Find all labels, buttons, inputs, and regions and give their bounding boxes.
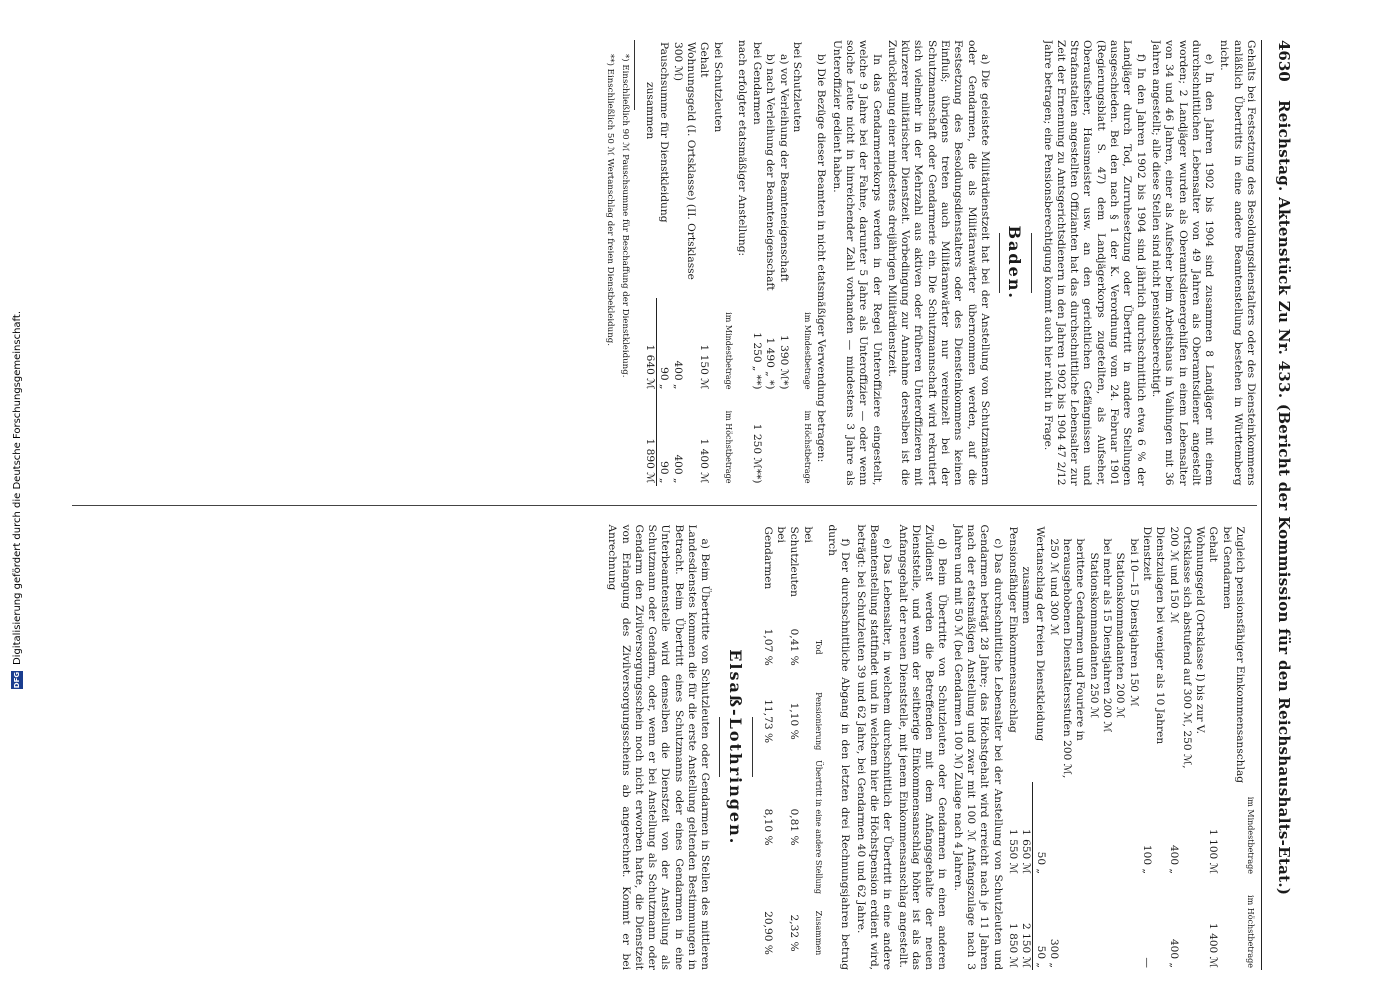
footnote: **) Einschließlich 50 ℳ Wertanschlag der freien Dienstbekleidung. bbox=[604, 54, 615, 346]
table-cell: 400 „ bbox=[1167, 938, 1180, 968]
table-cell: 1 890 ℳ bbox=[643, 392, 657, 486]
table-row-label: Pensionsfähiger Einkommensanschlag bbox=[1006, 526, 1019, 733]
paragraph: e) Das Lebensalter, in welchem durchschnittlich der Übertritt in eine andere Beamtenstellung stattfindet und in welchem hier die Höchstpension erdient wird, beträgt: bei Schutzleuten 39 und 62 Jahre, bei Gendarmen 40 und 62 Jahre. bbox=[854, 524, 894, 970]
table-row-label: Gehalt bbox=[698, 42, 711, 78]
table-cell: 1 250 ℳ**) bbox=[751, 423, 764, 484]
table-cell: 1 850 ℳ bbox=[1006, 922, 1019, 968]
table-cell: 11,73 % bbox=[761, 699, 774, 744]
footnote-divider bbox=[634, 40, 635, 110]
paragraph: Gehalts bei Festsetzung des Besoldungsdienstalters oder des Diensteinkommens anläßlich Übertritts in eine andere Beamtenstellung bestehen in Württemberg nicht. bbox=[1218, 40, 1257, 486]
page-number: 4630 bbox=[1275, 40, 1293, 82]
table-row-label: Gehalt bbox=[1207, 526, 1220, 563]
paragraph: nach erfolgter etatsmäßiger Anstellung: bbox=[735, 40, 748, 257]
table-row-label: Stationskommandanten 250 ℳ bbox=[1087, 552, 1100, 719]
table-group-label: bei Schutzleuten bbox=[711, 42, 724, 133]
table-group-label: bei Schutzleuten bbox=[791, 42, 804, 133]
table-row-label: bei Schutzleuten bbox=[788, 526, 814, 597]
table-row-label: zusammen bbox=[1020, 566, 1033, 624]
table-cell: 0,81 % bbox=[788, 808, 801, 846]
divider bbox=[1031, 233, 1032, 293]
table-cell: — bbox=[1140, 957, 1153, 968]
table-cell: 1 550 ℳ bbox=[1006, 828, 1019, 874]
table-cell: 1,07 % bbox=[761, 628, 774, 666]
table-row-label: bei Gendarmen bbox=[751, 42, 764, 125]
credit-line bbox=[0, 0, 34, 1000]
column-divider bbox=[72, 505, 1257, 506]
dfg-logo: DFG bbox=[13, 671, 21, 689]
paragraph: f) In den Jahren 1902 bis 1904 sind jährlich durchschnittlich etwa 6 % der Landjäger durch Tod, Zurruhesetzung oder Übertritt in andere Stellungen ausgeschieden. Bei den nach § 1 der K. Verordnung vom 24. Februar 1901 (Regierungsblatt S. 47) dem Landjägerkorps zugeteilten, als Aufseher, Oberaufseher, Hausmeister usw. an den gerichtlichen Gefängnissen und Strafanstalten angestellten Offizianten hat das durchschnittliche Lebensalter zur Zeit der Ernennung zu Amtsgerichtsdienern in den Jahren 1902 bis 1904 47 2/12 Jahre betragen; eine Pensionsberechtigung kommt auch hier nicht in Frage. bbox=[1041, 40, 1147, 486]
divider bbox=[999, 233, 1000, 293]
table-cell: 100 „ bbox=[1140, 844, 1153, 874]
table-row-label: bei Gendarmen bbox=[761, 526, 788, 590]
column-header-max: im Höchstbetrage bbox=[723, 410, 733, 484]
table-row-label: a) vor Verleihung der Beamteneigenschaft bbox=[777, 54, 790, 282]
table-cell: 90 „ bbox=[658, 461, 671, 484]
column-header-min: im Mindestbetrage bbox=[803, 312, 813, 390]
table-row-label: Wohnungsgeld (Ortsklasse I) bis zur V. Ortsklasse sich abstufend auf 300 ℳ, 250 ℳ, 200 ℳ und 150 ℳ bbox=[1167, 526, 1207, 769]
columns bbox=[72, 40, 1257, 970]
column-header-min: im Mindestbetrage bbox=[723, 312, 733, 390]
salary-table-provisional bbox=[750, 40, 812, 486]
table-cell: 1 250 „ **) bbox=[751, 332, 764, 390]
table-cell: 1 650 ℳ bbox=[1019, 782, 1033, 876]
paragraph: f) Der durchschnittliche Abgang in den letzten drei Rechnungsjahren betrug durch bbox=[826, 524, 852, 970]
salary-table-established bbox=[643, 40, 733, 486]
table-row-label: b) nach Verleihung der Beamteneigenschaft bbox=[764, 54, 777, 291]
paragraph: d) Beim Übertritte von Schutzleuten oder Gendarmen in einen anderen Zivildienst werden die Betreffenden mit dem Anfangsgehalte der neuen Dienststelle, und wenn der seitherige Einkommensanschlag höher ist als das Anfangsgehalt der neuen Dienststelle, mit jenem Einkommensanschlag angestellt. bbox=[896, 524, 949, 970]
paragraph: c) Das durchschnittliche Lebensalter bei der Anstellung von Schutzleuten und Gendarmen beträgt 28 Jahre; das Höchstgehalt wird erreicht nach je 11 Jahren nach der etatsmäßigen Anstellung und zwar mit 100 ℳ Anfangszulage nach 3 Jahren und mit 50 ℳ (bei Gendarmen 100 ℳ) Zulage nach 4 Jahren. bbox=[951, 524, 1004, 970]
section-heading-baden: Baden. bbox=[1005, 225, 1025, 300]
table-cell: 2 150 ℳ bbox=[1019, 876, 1033, 970]
table-cell: 1 100 ℳ bbox=[1207, 828, 1220, 874]
right-column bbox=[72, 524, 1257, 970]
column-header: Übertritt in eine andere Stellung bbox=[813, 760, 823, 894]
gendarmen-salary-table bbox=[1006, 524, 1255, 970]
column-header-max: im Höchstbetrage bbox=[1246, 895, 1255, 968]
column-header-min: im Mindestbetrage bbox=[1246, 796, 1255, 874]
table-row-label: Wohnungsgeld (I. Ortsklasse) (II. Ortsklasse 300 ℳ) bbox=[671, 42, 698, 280]
table-cell: 300 „ bbox=[1047, 938, 1060, 968]
divider bbox=[719, 717, 720, 777]
table-cell: 1 400 ℳ bbox=[698, 438, 711, 484]
table-cell: 0,41 % bbox=[788, 628, 801, 666]
table-row-label: bei 10—15 Dienstjahren 150 ℳ bbox=[1127, 538, 1140, 707]
table-cell: 50 „ bbox=[1034, 945, 1047, 968]
paragraph: In das Gendarmeriekorps werden in der Regel Unteroffiziere eingestellt, welche 9 Jahre bei der Fahne, darunter 5 Jahre als Unteroffizier — oder wenn solche Leute nicht in hinreichender Zahl vorhanden — mindestens 3 Jahre als Unteroffizier gedient haben. bbox=[830, 40, 883, 486]
column-header: Zusammen bbox=[813, 910, 823, 956]
table-cell: 1 150 ℳ bbox=[698, 344, 711, 390]
left-column bbox=[72, 40, 1257, 486]
table-group-label: Zugleich pensionsfähiger Einkommensanschlag bbox=[1234, 526, 1246, 784]
column-header-max: im Höchstbetrage bbox=[803, 410, 813, 484]
table-cell: 1 400 ℳ bbox=[1207, 922, 1220, 968]
table-cell: 1 490 „ *) bbox=[764, 337, 777, 390]
attrition-table bbox=[761, 524, 823, 970]
section-heading-elsass: Elsaß-Lothringen. bbox=[725, 649, 745, 846]
table-row-label: bei mehr als 15 Dienstjahren 200 ℳ bbox=[1101, 538, 1114, 733]
table-cell: 90 „ bbox=[658, 367, 671, 390]
table-cell: 400 „ bbox=[1167, 844, 1180, 874]
table-cell: 400 „ bbox=[671, 454, 684, 484]
footnote: *) Einschließlich 90 ℳ Pauschsumme für Beschaffung der Dienstkleidung. bbox=[619, 54, 630, 378]
table-cell: 50 „ bbox=[1034, 851, 1047, 874]
page-header bbox=[1261, 40, 1293, 970]
table-cell: 2,32 % bbox=[788, 914, 801, 952]
digitization-credit-bar bbox=[0, 0, 34, 1000]
paragraph: b) Die Bezüge dieser Beamten in nicht etatsmäßiger Verwendung betragen: bbox=[815, 54, 828, 463]
column-header: Tod bbox=[813, 639, 823, 655]
table-cell: 20,90 % bbox=[761, 911, 774, 955]
table-row-label: Dienstzulagen bei weniger als 10 Jahren Dienstzeit bbox=[1140, 526, 1167, 745]
page-title: Reichstag. Aktenstück Zu Nr. 433. (Bericht der Kommission für den Reichshaushalts-Etat.) bbox=[1275, 100, 1293, 896]
table-row-label: berittene Gendarmen und Fouriere in herausgehobenen Dienstaltersstufen 200 ℳ, 250 ℳ und 300 ℳ bbox=[1047, 538, 1087, 779]
table-row-label: Stationskommandanten 200 ℳ bbox=[1114, 552, 1127, 719]
column-header: Pensionierung bbox=[813, 692, 823, 751]
table-cell: 8,10 % bbox=[761, 808, 774, 846]
table-cell: 400 „ bbox=[671, 360, 684, 390]
table-cell: 1,10 % bbox=[788, 702, 801, 740]
table-row-label: Pauschsumme für Dienstkleidung bbox=[657, 42, 670, 223]
table-group-label: bei Gendarmen bbox=[1220, 526, 1233, 610]
table-cell: 1 640 ℳ bbox=[643, 298, 657, 392]
table-cell: 1 390 ℳ*) bbox=[777, 335, 790, 390]
divider bbox=[752, 717, 753, 777]
paragraph: e) In den Jahren 1902 bis 1904 sind zusammen 8 Landjäger mit einem durchschnittlichen Lebensalter von 49 Jahren als Oberamtsdiener angestellt worden; 2 Landjäger wurden als Oberamtsdienergehilfen in einem Lebensalter von 34 und 46 Jahren, einer als Aufseher beim Arbeitshaus in Vaihingen mit 36 Jahren angestellt; alle diese Stellen sind nicht pensionsberechtigt. bbox=[1149, 40, 1216, 486]
credit-text: Digitalisierung gefördert durch die Deutsche Forschungsgemeinschaft. bbox=[11, 310, 23, 666]
table-row-label: zusammen bbox=[644, 82, 657, 140]
table-row-label: Wertanschlag der freien Dienstkleidung bbox=[1034, 526, 1047, 742]
paragraph: a) Beim Übertritte von Schutzleuten oder Gendarmen in Stellen des mittleren Landesdienstes kommen die für die erste Anstellung geltenden Bestimmungen in Betracht. Beim Übertritt eines Schutzmanns oder eines Gendarmen in eine Unterbeamtenstelle wird demselben die Dienstzeit von der Anstellung als Schutzmann oder Gendarm, oder, wenn er bei Anstellung als Schutzmann oder Gendarm den Zivilversorgungsschein noch nicht erworben hatte, die Dienstzeit von Erlangung des Zivilversorgungsscheins ab angerechnet. Kommt er bei Anrechnung bbox=[606, 524, 712, 970]
paragraph: a) Die geleistete Militärdienstzeit hat bei der Anstellung von Schutzmännern oder Gendarmen, die als Militäranwärter übernommen werden, auf die Festsetzung des Besoldungsdienstalters oder des Diensteinkommens keinen Einfluß; übrigens treten auch Militäranwärter nur vereinzelt bei der Schutzmannschaft oder Gendarmerie ein. Die Schutzmannschaft wird rekrutiert sich vielmehr in der Mehrzahl aus aktiven oder früheren Unteroffizieren mit kürzerer militärischer Dienstzeit. Vorbedingung zur Annahme derselben ist die Zurücklegung einer mindestens dreijährigen Militärdienstzeit. bbox=[885, 40, 991, 486]
